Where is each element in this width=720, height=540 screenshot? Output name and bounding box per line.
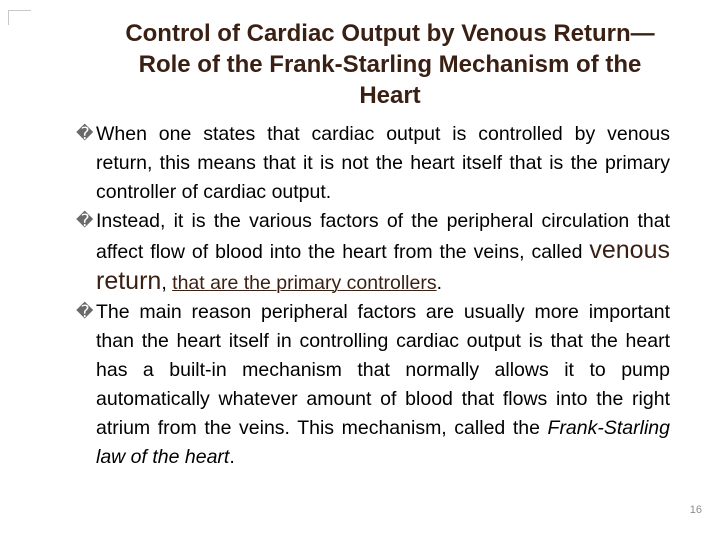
bullet-text: The main reason peripheral factors are usually more important than the heart itself in controlling cardiac output is that the heart has a built-in mechanism that normally allows it to pump automatically whatever amount of blood that flows into the right atrium from the veins. This mechanism, called the <box>96 301 670 439</box>
decorative-corner-frame <box>8 10 31 25</box>
bullet-item <box>76 207 670 298</box>
page-number: 16 <box>689 504 702 516</box>
bullet-text: When one states that cardiac output is controlled by venous return, this means that it is not the heart itself that is the primary controller of cardiac output. <box>96 123 670 203</box>
slide-body <box>76 120 670 472</box>
bullet-icon: � <box>76 124 94 144</box>
bullet-text: , <box>161 272 173 294</box>
italic-term: law of the heart <box>96 446 230 468</box>
bullet-icon: � <box>76 302 94 322</box>
emphasis-term: venous return <box>96 236 670 295</box>
bullet-text: Instead, it is the various factors of the peripheral circulation that affect flow of blood into the heart from the veins, called <box>96 210 670 263</box>
bullet-icon: � <box>76 211 94 231</box>
underlined-phrase: that are the primary controllers <box>172 272 437 294</box>
italic-term: Frank-Starling <box>547 417 670 439</box>
bullet-item <box>76 298 670 472</box>
slide-title: Control of Cardiac Output by Venous Return—Role of the Frank-Starling Mechanism of the Heart <box>125 20 655 109</box>
bullet-item <box>76 120 670 207</box>
bullet-text: . <box>229 446 235 468</box>
bullet-text: . <box>436 272 443 294</box>
